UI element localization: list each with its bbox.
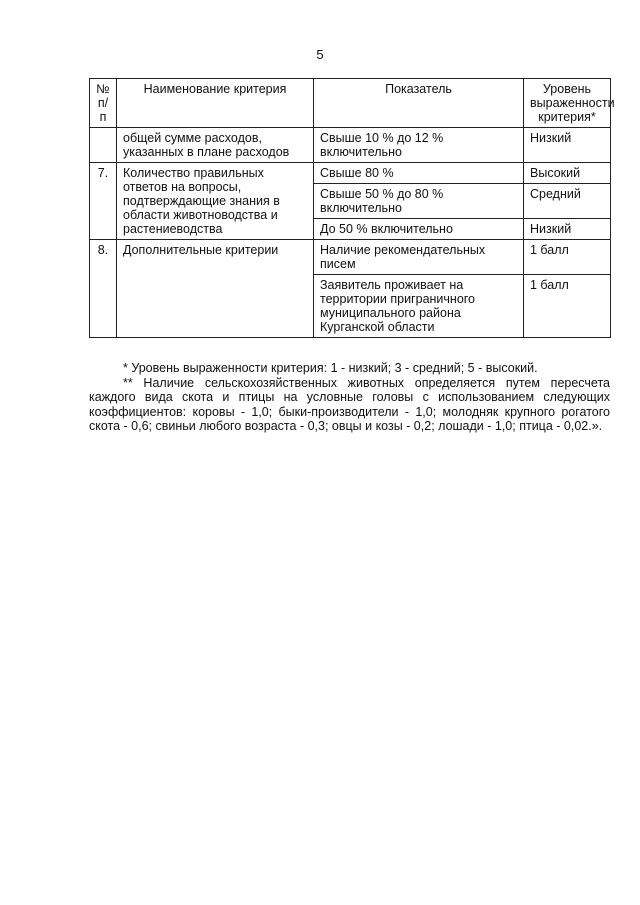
header-indicator: Показатель xyxy=(314,79,524,128)
footnote-level-scale: * Уровень выраженности критерия: 1 - низкий; 3 - средний; 5 - высокий. xyxy=(123,361,538,375)
footnotes xyxy=(89,361,610,434)
row-number: 7. xyxy=(90,163,117,240)
level-value: Средний xyxy=(524,184,611,219)
level-value: 1 балл xyxy=(524,240,611,275)
indicator: Свыше 10 % до 12 % включительно xyxy=(314,128,524,163)
indicator: Свыше 50 % до 80 % включительно xyxy=(314,184,524,219)
table-row xyxy=(90,240,611,275)
indicator: Заявитель проживает на территории приграничного муниципального района Курганской области xyxy=(314,275,524,338)
criterion-name: общей сумме расходов, указанных в плане расходов xyxy=(117,128,314,163)
level-value: Низкий xyxy=(524,219,611,240)
table-row xyxy=(90,163,611,184)
page-number: 5 xyxy=(316,47,324,62)
row-number: 8. xyxy=(90,240,117,338)
level-value: 1 балл xyxy=(524,275,611,338)
indicator: Свыше 80 % xyxy=(314,163,524,184)
level-value: Высокий xyxy=(524,163,611,184)
table-header-row xyxy=(90,79,611,128)
row-number xyxy=(90,128,117,163)
header-number: № п/п xyxy=(90,79,117,128)
footnote-livestock-coefficients: ** Наличие сельскохозяйственных животных определяется путем пересчета каждого вида скота и птицы на условные головы с использованием следующих коэффициентов: коровы - 1,0; быки-производители - 1,0; молодняк крупного рогатого скота - 0,6; свиньи любого возраста - 0,3; овцы и козы - 0,2; лошади - 1,0; птица - 0,02.». xyxy=(89,375,610,433)
indicator: Наличие рекомендательных писем xyxy=(314,240,524,275)
header-level: Уровень выраженности критерия* xyxy=(524,79,611,128)
indicator: До 50 % включительно xyxy=(314,219,524,240)
criterion-name: Количество правильных ответов на вопросы, подтверждающие знания в области животноводства и растениеводства xyxy=(117,163,314,240)
level-value: Низкий xyxy=(524,128,611,163)
criterion-name: Дополнительные критерии xyxy=(117,240,314,338)
header-criterion-name: Наименование критерия xyxy=(117,79,314,128)
table-row xyxy=(90,128,611,163)
criteria-table xyxy=(89,78,615,338)
